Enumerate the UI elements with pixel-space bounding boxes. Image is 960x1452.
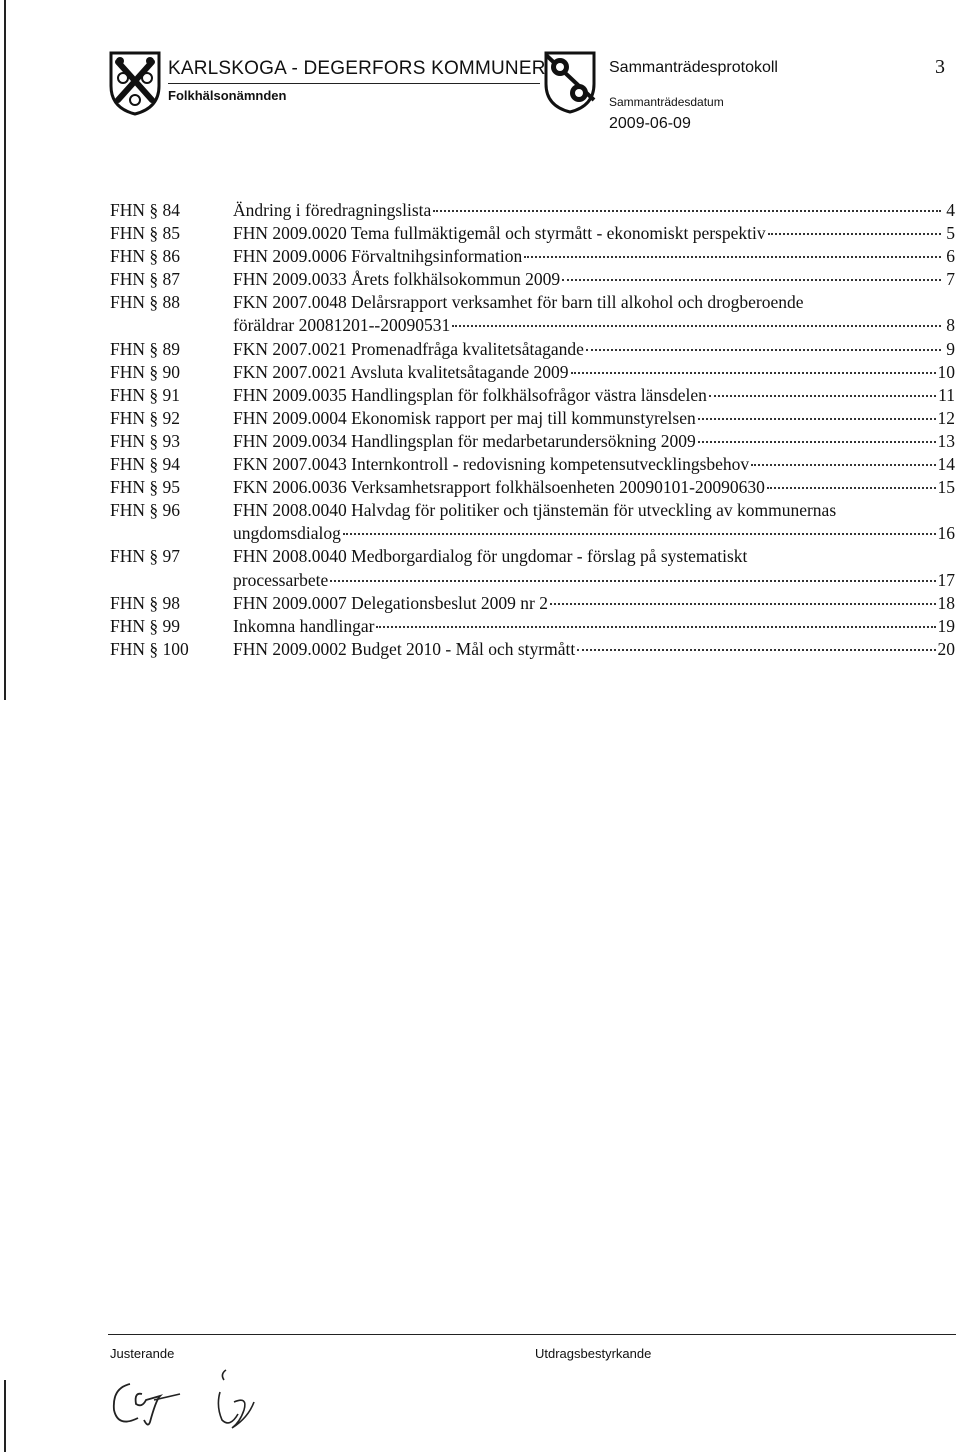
agenda-item-title-line: FHN 2008.0040 Halvdag för politiker och tjänstemän för utveckling av kommunernas [233,500,837,521]
agenda-item-title: processarbete [233,569,329,590]
agenda-item-body [233,545,955,591]
karlskoga-crest-icon [108,50,162,116]
board-name: Folkhälsonämnden [168,88,287,103]
agenda-item-line [233,522,955,545]
agenda-item-body [233,361,955,384]
agenda-item-title: FHN 2009.0033 Årets folkhälsokommun 2009 [233,269,561,290]
agenda-item-title: föräldrar 20081201--20090531 [233,315,451,336]
dot-leader [376,626,935,628]
meeting-date-label: Sammanträdesdatum [609,95,724,109]
paragraph-reference: FHN § 95 [110,477,181,498]
agenda-item-line [233,314,955,337]
agenda-item-page: 15 [937,477,955,498]
organization-name: KARLSKOGA - DEGERFORS KOMMUNER [168,58,546,79]
agenda-item-body [233,291,955,337]
agenda-item-line [233,592,955,615]
agenda-item-body [233,222,955,245]
paragraph-reference: FHN § 85 [110,223,181,244]
agenda-item-page: 7 [946,269,955,290]
dot-leader [452,325,941,327]
agenda-item-line [233,361,955,384]
agenda-item-page: 6 [946,246,955,267]
paragraph-reference: FHN § 88 [110,292,181,313]
agenda-item-title: FHN 2009.0035 Handlingsplan för folkhälsofrågor västra länsdelen [233,384,707,405]
agenda-item-page: 20 [937,638,955,659]
agenda-item-body [233,638,955,661]
dot-leader [571,372,936,374]
agenda-item-body [233,430,955,453]
agenda-item [110,407,955,430]
footer-divider [108,1334,956,1335]
agenda-item-line [233,222,955,245]
dot-leader [586,349,941,351]
agenda-item-body [233,592,955,615]
agenda-item [110,384,955,407]
document-header [0,0,960,140]
agenda-list [110,199,955,661]
degerfors-crest-icon [543,50,597,114]
agenda-item [110,499,955,545]
dot-leader [768,233,941,235]
paragraph-reference: FHN § 90 [110,361,181,382]
agenda-item-title: Ändring i föredragningslista [233,200,432,220]
paragraph-reference: FHN § 96 [110,500,181,521]
agenda-item-page: 16 [937,523,955,544]
agenda-item-line [233,430,955,453]
dot-leader [698,441,936,443]
agenda-item-body [233,476,955,499]
paragraph-reference: FHN § 99 [110,615,181,636]
agenda-item-line [233,245,955,268]
utdragsbestyrkande-label: Utdragsbestyrkande [535,1346,652,1361]
agenda-item-title-line: FHN 2008.0040 Medborgardialog för ungdomar - förslag på systematiskt [233,546,748,567]
agenda-item-body [233,245,955,268]
agenda-item [110,245,955,268]
paragraph-reference: FHN § 86 [110,246,181,267]
agenda-item-title: FHN 2009.0006 Förvaltnihgsinformation [233,246,523,267]
dot-leader [562,279,941,281]
paragraph-reference: FHN § 94 [110,454,181,475]
agenda-item [110,199,955,222]
agenda-item-page: 14 [937,454,955,475]
agenda-item-body [233,384,955,407]
agenda-item-page: 19 [937,615,955,636]
agenda-item-line [233,638,955,661]
agenda-item-line [233,615,955,638]
agenda-item [110,338,955,361]
paragraph-reference: FHN § 97 [110,546,181,567]
agenda-item-page: 4 [946,200,955,220]
agenda-item-line [233,338,955,361]
agenda-item [110,476,955,499]
dot-leader [433,210,941,212]
agenda-item-page: 8 [946,315,955,336]
dot-leader [751,464,935,466]
document-type: Sammanträdesprotokoll [609,59,778,76]
justerande-label: Justerande [110,1346,175,1361]
agenda-item [110,638,955,661]
agenda-item-line [233,569,955,592]
agenda-item [110,361,955,384]
agenda-item-title: FKN 2007.0021 Promenadfråga kvalitetsåtagande [233,338,584,359]
agenda-item [110,453,955,476]
agenda-item-page: 9 [946,338,955,359]
agenda-item-title: FHN 2009.0007 Delegationsbeslut 2009 nr 2 [233,592,548,613]
dot-leader [330,580,935,582]
dot-leader [524,256,941,258]
agenda-item-body [233,268,955,291]
page-number: 3 [935,56,945,78]
dot-leader [343,533,936,535]
dot-leader [550,603,936,605]
dot-leader [709,395,936,397]
agenda-item [110,268,955,291]
agenda-item-body [233,407,955,430]
agenda-item-title: Inkomna handlingar [233,615,375,636]
agenda-item [110,592,955,615]
agenda-item [110,291,955,337]
agenda-item-line [233,199,955,222]
agenda-item-body [233,199,955,222]
agenda-item-page: 11 [938,384,955,405]
dot-leader [577,649,935,651]
scan-edge-line-bottom [4,1380,6,1452]
agenda-item-page: 13 [937,430,955,451]
agenda-item-title: FHN 2009.0034 Handlingsplan för medarbetarundersökning 2009 [233,430,696,451]
handwritten-initials-signature [108,1362,298,1432]
agenda-item-page: 17 [937,569,955,590]
agenda-item-line [233,453,955,476]
paragraph-reference: FHN § 91 [110,384,181,405]
agenda-item-page: 18 [937,592,955,613]
agenda-item-title: FHN 2009.0004 Ekonomisk rapport per maj till kommunstyrelsen [233,407,696,428]
paragraph-reference: FHN § 100 [110,638,189,659]
paragraph-reference: FHN § 93 [110,430,181,451]
paragraph-reference: FHN § 92 [110,407,181,428]
agenda-item-page: 10 [937,361,955,382]
meeting-date: 2009-06-09 [609,115,691,132]
agenda-item [110,430,955,453]
paragraph-reference: FHN § 89 [110,338,181,359]
agenda-item-line [233,476,955,499]
agenda-item-page: 5 [946,223,955,244]
agenda-item-title: FHN 2009.0020 Tema fullmäktigemål och styrmått - ekonomiskt perspektiv [233,223,766,244]
agenda-item-title: FKN 2007.0043 Internkontroll - redovisning kompetensutvecklingsbehov [233,454,750,475]
dot-leader [698,418,936,420]
agenda-item [110,615,955,638]
paragraph-reference: FHN § 87 [110,269,181,290]
agenda-item-title-line: FKN 2007.0048 Delårsrapport verksamhet för barn till alkohol och drogberoende [233,292,804,313]
agenda-item [110,222,955,245]
agenda-item-page: 12 [937,407,955,428]
agenda-item-body [233,615,955,638]
paragraph-reference: FHN § 98 [110,592,181,613]
agenda-item [110,545,955,591]
agenda-item-title: FKN 2007.0021 Avsluta kvalitetsåtagande 2009 [233,361,569,382]
agenda-item-title: FKN 2006.0036 Verksamhetsrapport folkhälsoenheten 20090101-20090630 [233,477,765,498]
header-divider [168,83,540,84]
dot-leader [767,487,936,489]
agenda-item-body [233,499,955,545]
agenda-item-body [233,453,955,476]
agenda-item-line [233,268,955,291]
agenda-item-title: FHN 2009.0002 Budget 2010 - Mål och styrmått [233,638,576,659]
agenda-item-line [233,407,955,430]
agenda-item-title: ungdomsdialog [233,523,341,544]
paragraph-reference: FHN § 84 [110,200,181,220]
agenda-item-body [233,338,955,361]
agenda-item-line [233,384,955,407]
